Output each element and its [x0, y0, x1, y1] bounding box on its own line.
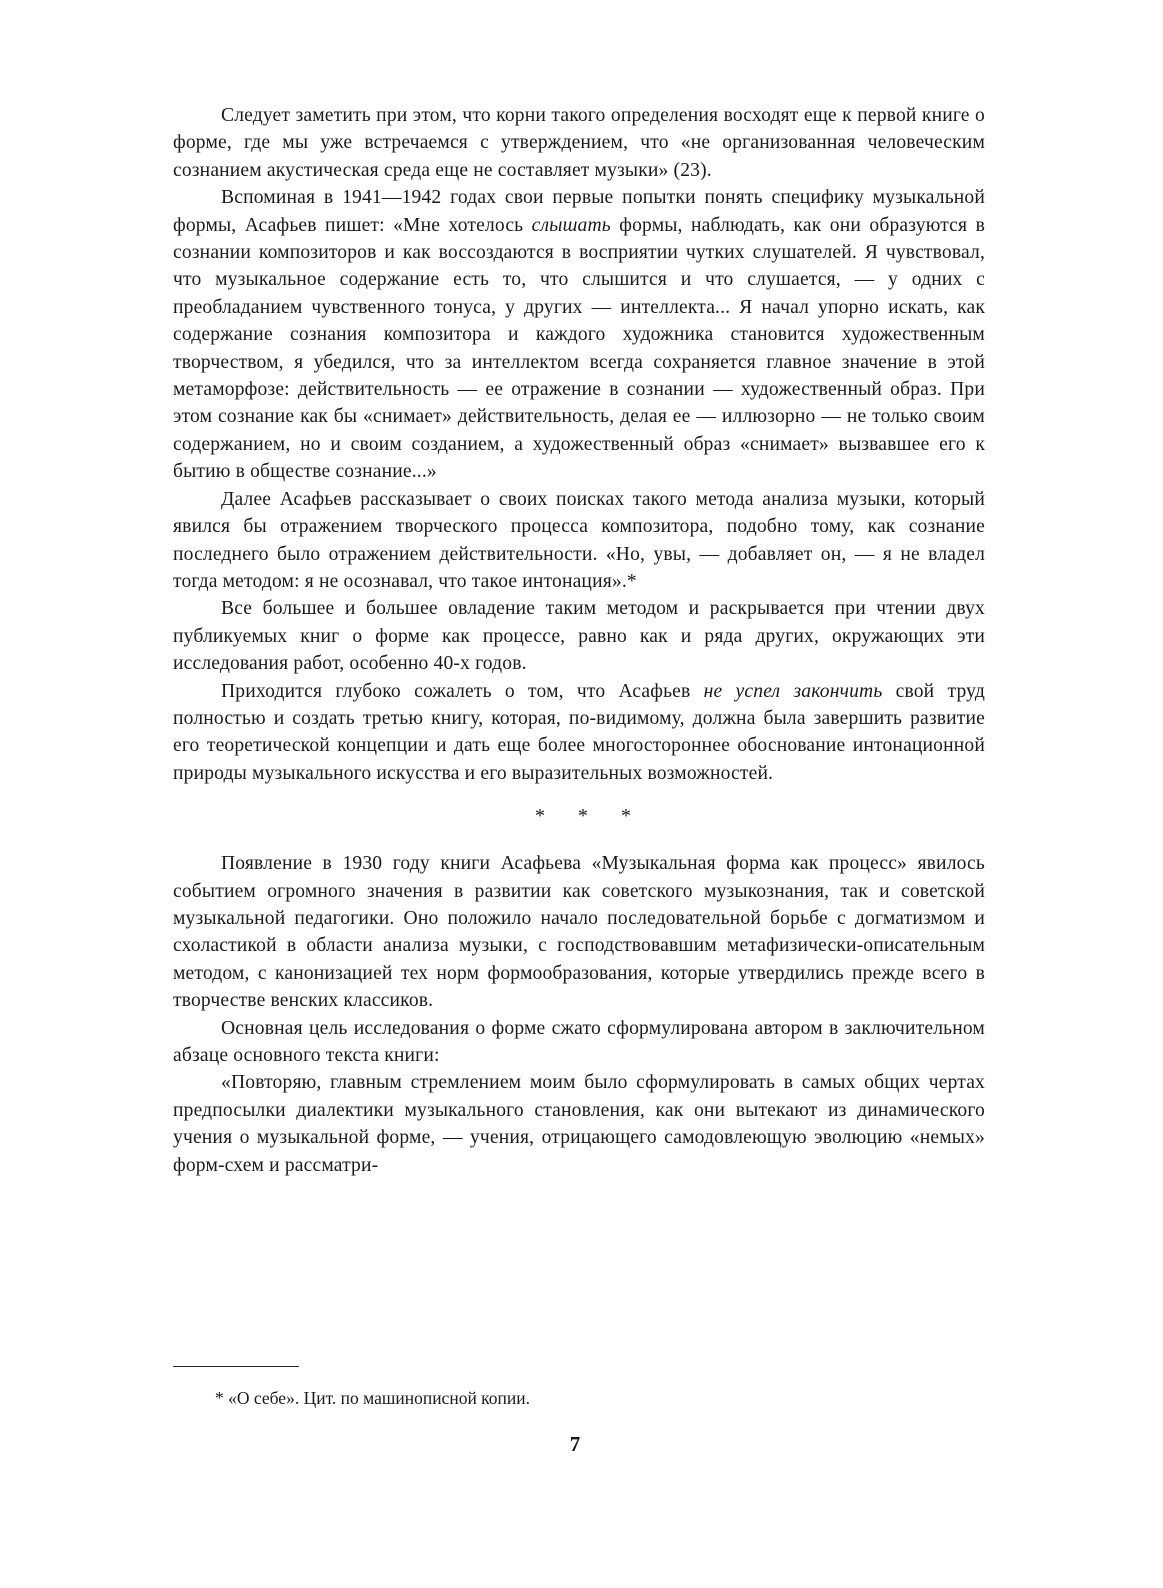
page-number: 7	[569, 1432, 581, 1456]
paragraph-5	[173, 678, 985, 788]
paragraph-5-italic: не успел закончить	[703, 680, 883, 702]
section-separator: * * *	[535, 805, 645, 828]
paragraph-2-end: формы, наблюдать, как они образуются в сознании композиторов и как воссоздаются в восприятии чутких слушателей. Я чувствовал, что музыкальное содержание есть то, что слышится и что слушается, — у одних с преобладанием чувственного тонуса, у других — интеллекта... Я начал упорно искать, как содержание сознания композитора и каждого художника становится художественным творчеством, я убедился, что за интеллектом всегда сохраняется главное значение в этой метаморфозе: действительность — ее отражение в сознании — художественный образ. При этом сознание как бы «снимает» действительность, делая ее — иллюзорно — не только своим содержанием, но и своим созданием, а художественный образ «снимает» вызвавшее его к бытию в обществе сознание...»	[173, 214, 985, 483]
paragraph-2	[173, 184, 985, 485]
paragraph-6: Появление в 1930 году книги Асафьева «Музыкальная форма как процесс» явилось событием огромного значения в развитии как советского музыкознания, так и советской музыкальной педагогики. Оно положило начало последовательной борьбе с догматизмом и схоластикой в области анализа музыки, с господствовавшим метафизически-описательным методом, с канонизацией тех норм формообразования, которые утвердились прежде всего в творчестве венских классиков.	[173, 853, 985, 1012]
paragraph-2-start: Вспоминая в 1941—1942 годах свои первые попытки понять специфику музыкальной формы, Асафьев пишет: «Мне хотелось	[173, 187, 985, 236]
paragraph-2-italic: слышать	[531, 214, 611, 236]
paragraph-1: Следует заметить при этом, что корни такого определения восходят еще к первой книге о форме, где мы уже встречаемся с утверждением, что «не организованная человеческим сознанием акустическая среда еще не составляет музыки» (23).	[173, 105, 985, 181]
paragraph-3: Далее Асафьев рассказывает о своих поисках такого метода анализа музыки, который явился бы отражением творческого процесса композитора, подобно тому, как сознание последнего было отражением действительности. «Но, увы, — добавляет он, — я не владел тогда методом: я не осознавал, что такое интонация».*	[173, 488, 985, 592]
paragraph-5-start: Приходится глубоко сожалеть о том, что Асафьев	[221, 680, 704, 702]
paragraph-4: Все большее и большее овладение таким методом и раскрывается при чтении двух публикуемых книг о форме как процессе, равно как и ряда других, окружающих эти исследования работ, особенно 40-х годов.	[173, 598, 985, 675]
footnote-rule	[173, 1366, 299, 1367]
paragraph-8: «Повторяю, главным стремлением моим было сформулировать в самых общих чертах предпосылки диалектики музыкального становления, как они вытекают из динамического учения о музыкальной форме, — учения, отрицающего самодовлеющую эволюцию «немых» форм-схем и рассматри-	[173, 1072, 985, 1176]
footnote: * «О себе». Цит. по машинописной копии.	[215, 1388, 531, 1408]
page-body	[173, 102, 985, 1179]
paragraph-5-end: свой труд полностью и создать третью книгу, которая, по-видимому, должна была завершить развитие его теоретической концепции и дать еще более многостороннее обоснование интонационной природы музыкального искусства и его выразительных возможностей.	[173, 680, 985, 784]
paragraph-7: Основная цель исследования о форме сжато сформулирована автором в заключительном абзаце основного текста книги:	[173, 1017, 985, 1066]
